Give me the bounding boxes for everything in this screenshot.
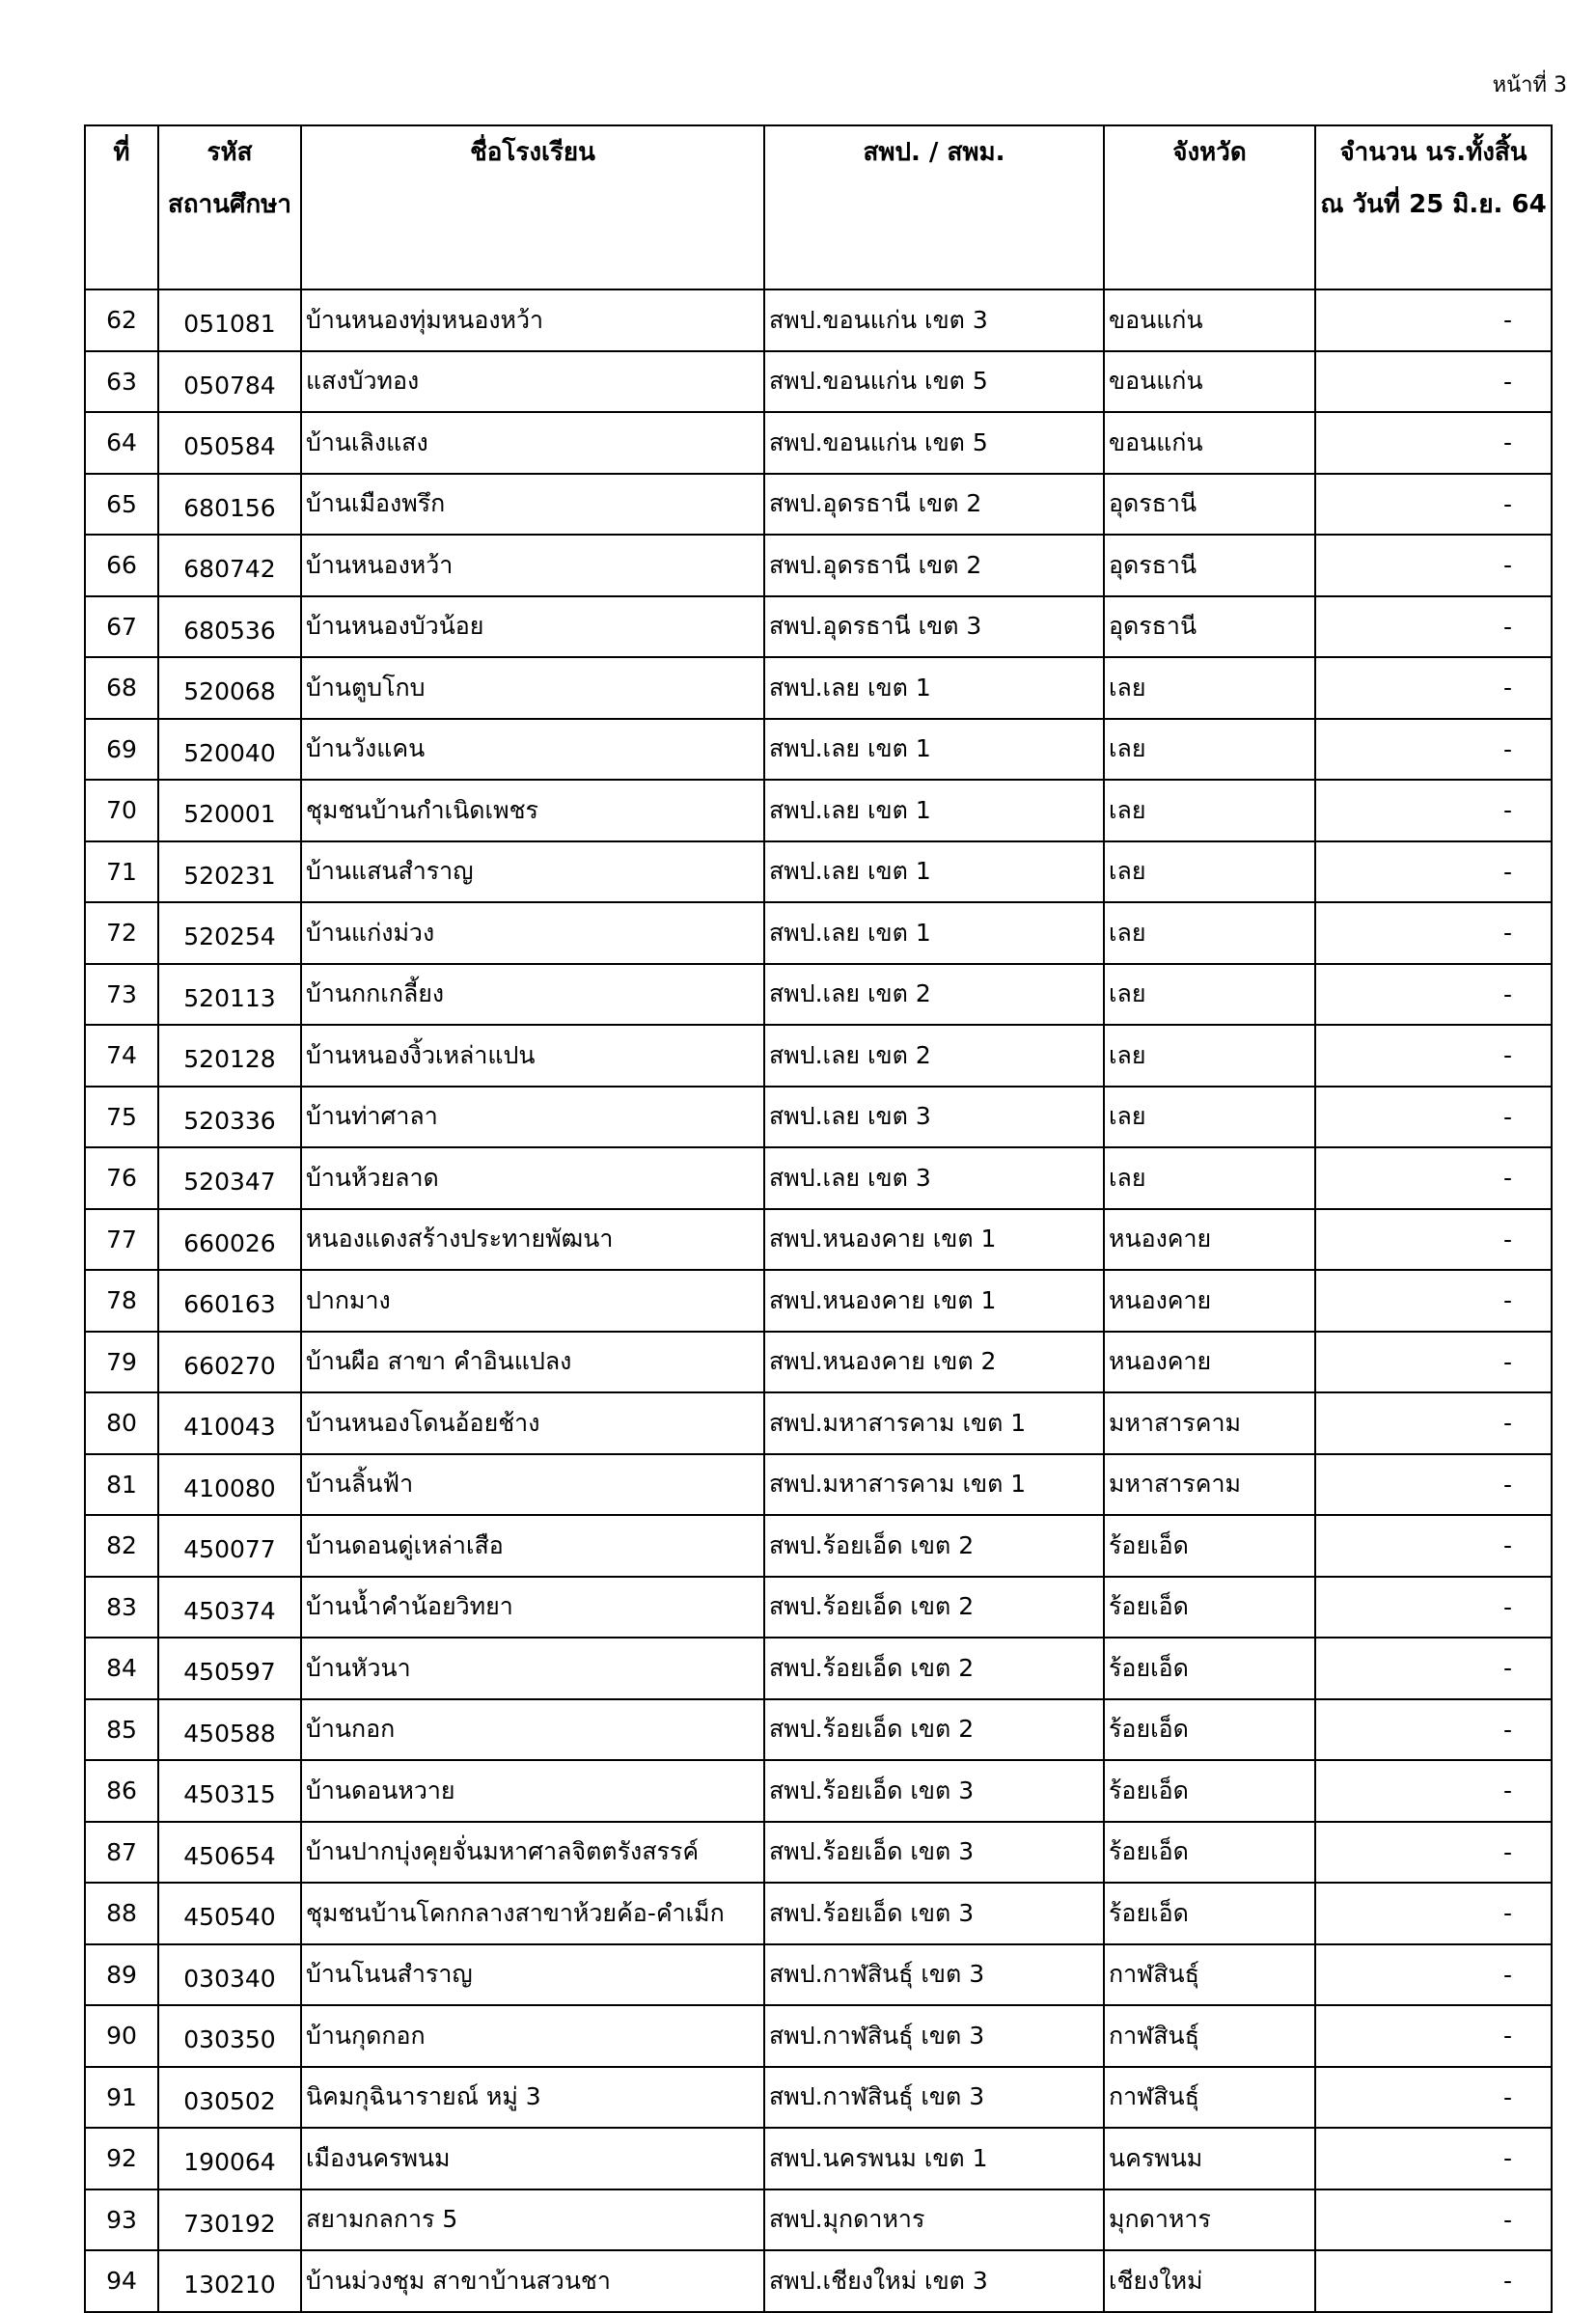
- cell-office: สพป.ร้อยเอ็ด เขต 2: [764, 1699, 1104, 1761]
- cell-code: 030502: [158, 2067, 301, 2129]
- table-header: [85, 125, 1552, 289]
- cell-province: มุกดาหาร: [1104, 2189, 1315, 2251]
- cell-office: สพป.หนองคาย เขต 1: [764, 1270, 1104, 1332]
- page-number: หน้าที่ 3: [1492, 73, 1567, 97]
- cell-student-count: -: [1315, 1270, 1552, 1332]
- cell-code: 051081: [158, 289, 301, 351]
- cell-school-name: บ้านหนองบัวน้อย: [301, 596, 764, 658]
- cell-student-count: -: [1315, 780, 1552, 841]
- cell-code: 520336: [158, 1087, 301, 1148]
- cell-student-count: -: [1315, 2067, 1552, 2129]
- cell-no: 87: [85, 1822, 158, 1884]
- cell-code: 030340: [158, 1944, 301, 2006]
- cell-code: 520347: [158, 1147, 301, 1209]
- table-row: [85, 1515, 1552, 1577]
- cell-code: 520128: [158, 1025, 301, 1087]
- table-row: [85, 1392, 1552, 1454]
- cell-student-count: -: [1315, 2128, 1552, 2189]
- cell-province: มหาสารคาม: [1104, 1392, 1315, 1454]
- table-row: [85, 289, 1552, 351]
- cell-school-name: บ้านหนองทุ่มหนองหว้า: [301, 289, 764, 351]
- cell-school-name: ชุมชนบ้านกำเนิดเพชร: [301, 780, 764, 841]
- cell-code: 520231: [158, 841, 301, 903]
- cell-office: สพป.มุกดาหาร: [764, 2189, 1104, 2251]
- table-row: [85, 1577, 1552, 1638]
- cell-code: 450597: [158, 1638, 301, 1699]
- cell-school-name: บ้านผือ สาขา คำอินแปลง: [301, 1332, 764, 1393]
- cell-no: 82: [85, 1515, 158, 1577]
- cell-code: 030350: [158, 2005, 301, 2067]
- table-row: [85, 1147, 1552, 1209]
- cell-school-name: บ้านม่วงชุม สาขาบ้านสวนชา: [301, 2250, 764, 2312]
- table-row: [85, 412, 1552, 474]
- cell-office: สพป.เลย เขต 3: [764, 1147, 1104, 1209]
- cell-student-count: -: [1315, 2005, 1552, 2067]
- table-row: [85, 2128, 1552, 2189]
- cell-school-name: บ้านวังแคน: [301, 719, 764, 781]
- cell-office: สพป.กาฬสินธุ์ เขต 3: [764, 2005, 1104, 2067]
- cell-student-count: -: [1315, 1699, 1552, 1761]
- cell-code: 520113: [158, 964, 301, 1026]
- cell-school-name: บ้านโนนสำราญ: [301, 1944, 764, 2006]
- cell-no: 86: [85, 1760, 158, 1822]
- cell-office: สพป.ร้อยเอ็ด เขต 3: [764, 1822, 1104, 1884]
- cell-no: 66: [85, 535, 158, 596]
- cell-code: 520040: [158, 719, 301, 781]
- cell-province: ร้อยเอ็ด: [1104, 1760, 1315, 1822]
- cell-student-count: -: [1315, 719, 1552, 781]
- header-code: [158, 125, 301, 289]
- cell-student-count: -: [1315, 1392, 1552, 1454]
- cell-no: 75: [85, 1087, 158, 1148]
- cell-school-name: บ้านกุดกอก: [301, 2005, 764, 2067]
- table-row: [85, 964, 1552, 1026]
- cell-student-count: -: [1315, 289, 1552, 351]
- cell-office: สพป.เลย เขต 1: [764, 780, 1104, 841]
- cell-school-name: สยามกลการ 5: [301, 2189, 764, 2251]
- cell-school-name: บ้านแก่งม่วง: [301, 902, 764, 964]
- table-row: [85, 719, 1552, 781]
- cell-province: มหาสารคาม: [1104, 1454, 1315, 1516]
- cell-province: อุดรธานี: [1104, 596, 1315, 658]
- cell-province: หนองคาย: [1104, 1209, 1315, 1271]
- cell-student-count: -: [1315, 412, 1552, 474]
- cell-province: ขอนแก่น: [1104, 351, 1315, 413]
- cell-office: สพป.ร้อยเอ็ด เขต 3: [764, 1760, 1104, 1822]
- cell-province: เลย: [1104, 657, 1315, 719]
- cell-province: ร้อยเอ็ด: [1104, 1577, 1315, 1638]
- cell-no: 90: [85, 2005, 158, 2067]
- cell-office: สพป.เลย เขต 1: [764, 902, 1104, 964]
- cell-student-count: -: [1315, 2189, 1552, 2251]
- cell-province: กาฬสินธุ์: [1104, 1944, 1315, 2006]
- table-row: [85, 535, 1552, 596]
- cell-code: 680742: [158, 535, 301, 596]
- table-row: [85, 1332, 1552, 1393]
- cell-no: 65: [85, 474, 158, 536]
- cell-code: 050584: [158, 412, 301, 474]
- school-table: [84, 124, 1553, 2313]
- cell-province: อุดรธานี: [1104, 535, 1315, 596]
- table-row: [85, 1454, 1552, 1516]
- cell-province: ร้อยเอ็ด: [1104, 1699, 1315, 1761]
- cell-office: สพป.เลย เขต 2: [764, 964, 1104, 1026]
- cell-student-count: -: [1315, 1209, 1552, 1271]
- cell-no: 77: [85, 1209, 158, 1271]
- cell-office: สพป.กาฬสินธุ์ เขต 3: [764, 1944, 1104, 2006]
- cell-office: สพป.ร้อยเอ็ด เขต 2: [764, 1638, 1104, 1699]
- cell-school-name: บ้านห้วยลาด: [301, 1147, 764, 1209]
- table-row: [85, 1638, 1552, 1699]
- cell-no: 71: [85, 841, 158, 903]
- cell-office: สพป.หนองคาย เขต 1: [764, 1209, 1104, 1271]
- cell-province: ขอนแก่น: [1104, 412, 1315, 474]
- cell-no: 80: [85, 1392, 158, 1454]
- table-row: [85, 2005, 1552, 2067]
- table-row: [85, 1209, 1552, 1271]
- cell-no: 63: [85, 351, 158, 413]
- cell-student-count: -: [1315, 1883, 1552, 1944]
- table-row: [85, 1699, 1552, 1761]
- cell-school-name: บ้านลิ้นฟ้า: [301, 1454, 764, 1516]
- cell-student-count: -: [1315, 1638, 1552, 1699]
- cell-student-count: -: [1315, 2250, 1552, 2312]
- cell-school-name: บ้านหนองหว้า: [301, 535, 764, 596]
- cell-school-name: บ้านตูบโกบ: [301, 657, 764, 719]
- cell-code: 450540: [158, 1883, 301, 1944]
- cell-school-name: บ้านดอนดู่เหล่าเสือ: [301, 1515, 764, 1577]
- cell-office: สพป.อุดรธานี เขต 2: [764, 535, 1104, 596]
- cell-province: ร้อยเอ็ด: [1104, 1638, 1315, 1699]
- cell-student-count: -: [1315, 1147, 1552, 1209]
- table-row: [85, 780, 1552, 841]
- cell-no: 88: [85, 1883, 158, 1944]
- cell-student-count: -: [1315, 1087, 1552, 1148]
- header-count-line2: ณ วันที่ 25 มิ.ย. 64: [1320, 190, 1547, 219]
- cell-no: 94: [85, 2250, 158, 2312]
- cell-province: หนองคาย: [1104, 1270, 1315, 1332]
- cell-no: 73: [85, 964, 158, 1026]
- cell-student-count: -: [1315, 1760, 1552, 1822]
- cell-code: 450315: [158, 1760, 301, 1822]
- table-row: [85, 1822, 1552, 1884]
- cell-code: 680156: [158, 474, 301, 536]
- cell-student-count: -: [1315, 657, 1552, 719]
- cell-student-count: -: [1315, 474, 1552, 536]
- cell-student-count: -: [1315, 351, 1552, 413]
- cell-office: สพป.เลย เขต 1: [764, 841, 1104, 903]
- table-row: [85, 1883, 1552, 1944]
- cell-office: สพป.นครพนม เขต 1: [764, 2128, 1104, 2189]
- cell-code: 450654: [158, 1822, 301, 1884]
- table-row: [85, 1025, 1552, 1087]
- cell-province: ร้อยเอ็ด: [1104, 1822, 1315, 1884]
- cell-code: 680536: [158, 596, 301, 658]
- cell-school-name: บ้านหัวนา: [301, 1638, 764, 1699]
- table-row: [85, 1944, 1552, 2006]
- header-office: สพป. / สพม.: [764, 125, 1104, 289]
- cell-no: 91: [85, 2067, 158, 2129]
- cell-student-count: -: [1315, 1332, 1552, 1393]
- cell-no: 72: [85, 902, 158, 964]
- cell-student-count: -: [1315, 535, 1552, 596]
- cell-no: 93: [85, 2189, 158, 2251]
- cell-office: สพป.ขอนแก่น เขต 3: [764, 289, 1104, 351]
- cell-school-name: บ้านเมืองพรึก: [301, 474, 764, 536]
- cell-school-name: บ้านแสนสำราญ: [301, 841, 764, 903]
- cell-code: 660270: [158, 1332, 301, 1393]
- table-row: [85, 2250, 1552, 2312]
- cell-no: 89: [85, 1944, 158, 2006]
- cell-code: 050784: [158, 351, 301, 413]
- cell-student-count: -: [1315, 1025, 1552, 1087]
- cell-province: เลย: [1104, 1087, 1315, 1148]
- cell-no: 76: [85, 1147, 158, 1209]
- cell-province: กาฬสินธุ์: [1104, 2067, 1315, 2129]
- cell-province: ร้อยเอ็ด: [1104, 1515, 1315, 1577]
- header-code-line2: สถานศึกษา: [168, 190, 291, 219]
- cell-student-count: -: [1315, 1454, 1552, 1516]
- table-row: [85, 841, 1552, 903]
- table-row: [85, 902, 1552, 964]
- cell-no: 69: [85, 719, 158, 781]
- header-name: ชื่อโรงเรียน: [301, 125, 764, 289]
- cell-no: 92: [85, 2128, 158, 2189]
- header-row: [85, 125, 1552, 289]
- cell-office: สพป.กาฬสินธุ์ เขต 3: [764, 2067, 1104, 2129]
- cell-office: สพป.อุดรธานี เขต 2: [764, 474, 1104, 536]
- cell-code: 660163: [158, 1270, 301, 1332]
- cell-office: สพป.ร้อยเอ็ด เขต 3: [764, 1883, 1104, 1944]
- cell-code: 130210: [158, 2250, 301, 2312]
- cell-no: 74: [85, 1025, 158, 1087]
- cell-code: 450374: [158, 1577, 301, 1638]
- cell-no: 79: [85, 1332, 158, 1393]
- table-row: [85, 2189, 1552, 2251]
- cell-office: สพป.เลย เขต 2: [764, 1025, 1104, 1087]
- cell-office: สพป.ร้อยเอ็ด เขต 2: [764, 1577, 1104, 1638]
- cell-student-count: -: [1315, 1944, 1552, 2006]
- cell-school-name: บ้านกอก: [301, 1699, 764, 1761]
- cell-no: 83: [85, 1577, 158, 1638]
- cell-code: 520068: [158, 657, 301, 719]
- cell-province: เลย: [1104, 902, 1315, 964]
- cell-province: เลย: [1104, 964, 1315, 1026]
- header-no: ที่: [85, 125, 158, 289]
- cell-school-name: เมืองนครพนม: [301, 2128, 764, 2189]
- cell-office: สพป.มหาสารคาม เขต 1: [764, 1392, 1104, 1454]
- cell-no: 81: [85, 1454, 158, 1516]
- cell-province: เลย: [1104, 1147, 1315, 1209]
- cell-school-name: บ้านเลิงแสง: [301, 412, 764, 474]
- table-row: [85, 2067, 1552, 2129]
- cell-province: อุดรธานี: [1104, 474, 1315, 536]
- table-row: [85, 1087, 1552, 1148]
- cell-code: 450077: [158, 1515, 301, 1577]
- cell-student-count: -: [1315, 596, 1552, 658]
- cell-code: 410043: [158, 1392, 301, 1454]
- cell-school-name: ปากมาง: [301, 1270, 764, 1332]
- cell-province: กาฬสินธุ์: [1104, 2005, 1315, 2067]
- header-province: จังหวัด: [1104, 125, 1315, 289]
- cell-code: 660026: [158, 1209, 301, 1271]
- cell-school-name: หนองแดงสร้างประทายพัฒนา: [301, 1209, 764, 1271]
- cell-student-count: -: [1315, 1515, 1552, 1577]
- cell-office: สพป.เลย เขต 3: [764, 1087, 1104, 1148]
- cell-student-count: -: [1315, 902, 1552, 964]
- cell-school-name: บ้านน้ำคำน้อยวิทยา: [301, 1577, 764, 1638]
- cell-no: 84: [85, 1638, 158, 1699]
- cell-province: หนองคาย: [1104, 1332, 1315, 1393]
- table-row: [85, 351, 1552, 413]
- cell-no: 62: [85, 289, 158, 351]
- cell-province: เชียงใหม่: [1104, 2250, 1315, 2312]
- table-row: [85, 596, 1552, 658]
- cell-no: 85: [85, 1699, 158, 1761]
- cell-province: ขอนแก่น: [1104, 289, 1315, 351]
- cell-code: 450588: [158, 1699, 301, 1761]
- table-row: [85, 474, 1552, 536]
- cell-code: 520001: [158, 780, 301, 841]
- cell-no: 70: [85, 780, 158, 841]
- cell-province: ร้อยเอ็ด: [1104, 1883, 1315, 1944]
- cell-code: 730192: [158, 2189, 301, 2251]
- cell-school-name: นิคมกุฉินารายณ์ หมู่ 3: [301, 2067, 764, 2129]
- cell-office: สพป.มหาสารคาม เขต 1: [764, 1454, 1104, 1516]
- cell-province: เลย: [1104, 841, 1315, 903]
- cell-office: สพป.หนองคาย เขต 2: [764, 1332, 1104, 1393]
- cell-school-name: บ้านหนองงิ้วเหล่าแปน: [301, 1025, 764, 1087]
- cell-province: เลย: [1104, 780, 1315, 841]
- cell-school-name: บ้านดอนหวาย: [301, 1760, 764, 1822]
- cell-student-count: -: [1315, 1577, 1552, 1638]
- cell-no: 67: [85, 596, 158, 658]
- cell-office: สพป.เลย เขต 1: [764, 719, 1104, 781]
- cell-school-name: บ้านหนองโดนอ้อยช้าง: [301, 1392, 764, 1454]
- cell-school-name: บ้านปากบุ่งคุยจั่นมหาศาลจิตตรังสรรค์: [301, 1822, 764, 1884]
- cell-code: 520254: [158, 902, 301, 964]
- table-body: [85, 289, 1552, 2312]
- cell-code: 410080: [158, 1454, 301, 1516]
- cell-school-name: บ้านกกเกลี้ยง: [301, 964, 764, 1026]
- cell-school-name: ชุมชนบ้านโคกกลางสาขาห้วยค้อ-คำเม็ก: [301, 1883, 764, 1944]
- cell-no: 78: [85, 1270, 158, 1332]
- cell-office: สพป.เลย เขต 1: [764, 657, 1104, 719]
- cell-office: สพป.อุดรธานี เขต 3: [764, 596, 1104, 658]
- cell-no: 64: [85, 412, 158, 474]
- cell-province: เลย: [1104, 1025, 1315, 1087]
- table-row: [85, 1760, 1552, 1822]
- cell-school-name: แสงบัวทอง: [301, 351, 764, 413]
- table-row: [85, 1270, 1552, 1332]
- cell-school-name: บ้านท่าศาลา: [301, 1087, 764, 1148]
- cell-student-count: -: [1315, 841, 1552, 903]
- cell-no: 68: [85, 657, 158, 719]
- cell-office: สพป.ร้อยเอ็ด เขต 2: [764, 1515, 1104, 1577]
- cell-province: เลย: [1104, 719, 1315, 781]
- header-code-line1: รหัส: [206, 138, 253, 167]
- cell-office: สพป.ขอนแก่น เขต 5: [764, 351, 1104, 413]
- cell-office: สพป.ขอนแก่น เขต 5: [764, 412, 1104, 474]
- header-count: [1315, 125, 1552, 289]
- cell-province: นครพนม: [1104, 2128, 1315, 2189]
- cell-code: 190064: [158, 2128, 301, 2189]
- cell-office: สพป.เชียงใหม่ เขต 3: [764, 2250, 1104, 2312]
- header-count-line1: จำนวน นร.ทั้งสิ้น: [1339, 138, 1527, 167]
- table-row: [85, 657, 1552, 719]
- cell-student-count: -: [1315, 964, 1552, 1026]
- cell-student-count: -: [1315, 1822, 1552, 1884]
